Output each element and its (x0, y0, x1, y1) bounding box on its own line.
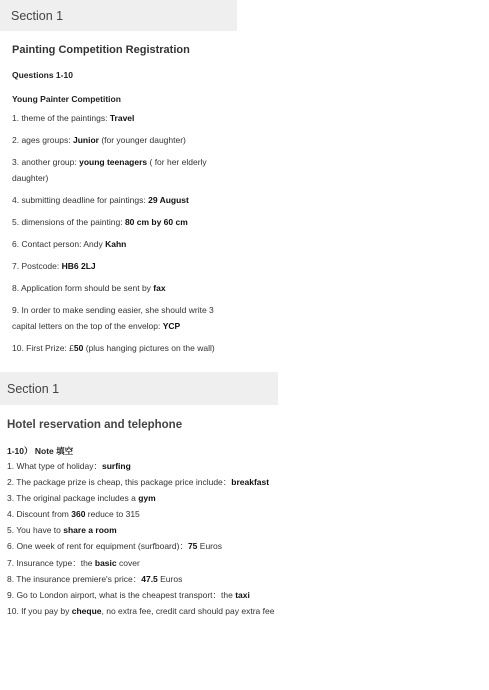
item-answer: YCP (162, 321, 181, 331)
list-item (7, 555, 279, 571)
item-text-suffix: Euros (157, 573, 183, 584)
item-answer: cheque (71, 605, 102, 616)
item-text: 4. submitting deadline for paintings: (12, 195, 149, 205)
competition-name: Young Painter Competition (12, 94, 121, 104)
item-text: 1. theme of the paintings: (12, 113, 110, 123)
item-text: 9. In order to make sending easier, she should write 3 capital letters on the top of the envelop: (12, 305, 214, 331)
item-text: 3. The original package includes a (7, 493, 139, 504)
section-hotel (0, 372, 489, 690)
item-answer: Kahn (105, 239, 127, 249)
section-title: Painting Competition Registration (12, 44, 190, 56)
item-text: 2. The package prize is cheap, this package price include： (7, 477, 232, 488)
list-item (12, 280, 225, 296)
item-text: 5. dimensions of the painting: (12, 217, 125, 227)
section-title: Hotel reservation and telephone (7, 419, 183, 431)
item-text-suffix: reduce to 315 (85, 509, 140, 520)
list-item (7, 474, 279, 490)
item-text: 6. Contact person: Andy (12, 239, 106, 249)
note-label: 1-10） Note 填空 (7, 446, 74, 456)
item-text: 10. First Prize: £ (12, 343, 74, 353)
item-text: 9. Go to London airport, what is the cheapest transport：the (7, 589, 236, 600)
item-text-suffix: cover (116, 557, 140, 568)
item-answer: HB6 2LJ (61, 261, 96, 271)
section-content (0, 44, 225, 356)
item-answer: 47.5 (141, 573, 158, 584)
item-answer: surfing (101, 461, 131, 471)
item-answer: 360 (71, 509, 86, 520)
section-header-label: Section 1 (7, 381, 60, 396)
list-item (12, 340, 225, 356)
list-item (7, 571, 279, 587)
item-text: 4. Discount from (7, 509, 72, 520)
item-text: 10. If you pay by (7, 605, 72, 616)
list-item (7, 490, 279, 506)
item-text: 8. The insurance premiere's price： (7, 573, 142, 584)
list-item (7, 587, 279, 603)
list-item (12, 110, 225, 126)
list-item (7, 506, 279, 522)
item-answer: 75 (187, 541, 198, 552)
item-answer: basic (94, 557, 117, 568)
section-painting (0, 0, 237, 365)
item-answer: breakfast (231, 477, 270, 488)
item-text-suffix: , no extra fee, credit card should pay extra fee (101, 605, 275, 616)
list-item (7, 538, 279, 554)
item-answer: share a room (63, 525, 117, 536)
list-item (7, 458, 279, 474)
item-answer: Junior (72, 135, 99, 145)
item-answer: 80 cm by 60 cm (124, 217, 188, 227)
item-text-suffix: (plus hanging pictures on the wall) (83, 343, 215, 353)
section-header-label: Section 1 (11, 8, 64, 23)
item-text: 3. another group: (12, 157, 80, 167)
item-text-suffix: ( for her elderly daughter) (12, 157, 207, 183)
item-text: 5. You have to (7, 525, 64, 536)
item-text: 1. What type of holiday： (7, 461, 102, 471)
item-text-suffix: (for younger daughter) (98, 135, 186, 145)
list-item (12, 214, 225, 230)
questions-label: Questions 1-10 (12, 70, 73, 80)
answer-list (12, 110, 225, 356)
item-answer: taxi (235, 589, 250, 600)
item-text: 7. Postcode: (12, 261, 62, 271)
list-item (12, 154, 225, 186)
list-item (12, 258, 225, 274)
list-item (12, 302, 225, 334)
section-header (0, 0, 237, 31)
list-item (12, 236, 225, 252)
item-answer: fax (153, 283, 166, 293)
list-item (12, 192, 225, 208)
list-item (7, 603, 279, 619)
item-text: 8. Application form should be sent by (12, 283, 154, 293)
item-text: 7. Insurance type：the (7, 557, 95, 568)
item-answer: 50 (73, 343, 84, 353)
item-text-suffix: Euros (197, 541, 222, 552)
item-answer: gym (138, 493, 156, 504)
list-item (7, 522, 279, 538)
item-text: 2. ages groups: (12, 135, 73, 145)
item-answer: young teenagers (79, 157, 148, 167)
section-header (0, 372, 278, 405)
item-answer: Travel (109, 113, 135, 123)
answer-list (7, 458, 489, 619)
section-content (0, 419, 489, 619)
list-item (12, 132, 225, 148)
item-text: 6. One week of rent for equipment (surfboard)： (7, 541, 188, 552)
item-answer: 29 August (148, 195, 189, 205)
